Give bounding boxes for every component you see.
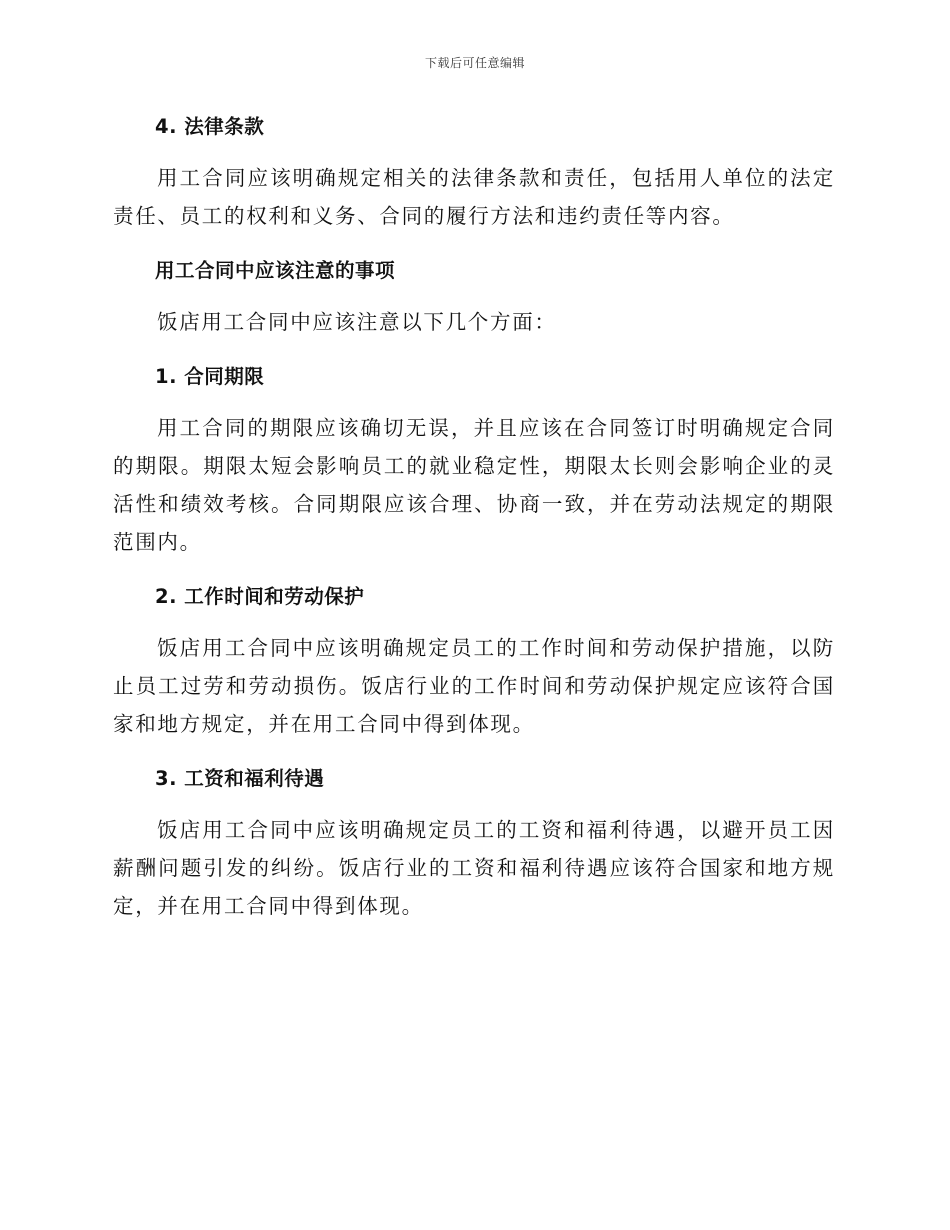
paragraph-legal-terms: 用工合同应该明确规定相关的法律条款和责任，包括用人单位的法定责任、员工的权利和义务、合同的履行方法和违约责任等内容。 xyxy=(113,166,835,228)
paragraph-notes-intro: 饭店用工合同中应该注意以下几个方面： xyxy=(157,310,557,334)
section-heading-notes: 用工合同中应该注意的事项 xyxy=(155,259,396,282)
section-heading-working-hours: 2. 工作时间和劳动保护 xyxy=(155,585,365,608)
paragraph-wages-benefits: 饭店用工合同中应该明确规定员工的工资和福利待遇，以避开员工因薪酬问题引发的纠纷。饭店行业的工资和福利待遇应该符合国家和地方规定，并在用工合同中得到体现。 xyxy=(113,818,835,918)
section-heading-wages-benefits: 3. 工资和福利待遇 xyxy=(155,767,325,790)
paragraph-contract-term: 用工合同的期限应该确切无误，并且应该在合同签订时明确规定合同的期限。期限太短会影响员工的就业稳定性，期限太长则会影响企业的灵活性和绩效考核。合同期限应该合理、协商一致，并在劳动法规定的期限范围内。 xyxy=(113,416,835,554)
header-note: 下载后可任意编辑 xyxy=(424,56,525,70)
section-heading-legal-terms: 4. 法律条款 xyxy=(155,115,265,138)
section-heading-contract-term: 1. 合同期限 xyxy=(155,365,265,388)
paragraph-working-hours: 饭店用工合同中应该明确规定员工的工作时间和劳动保护措施，以防止员工过劳和劳动损伤。饭店行业的工作时间和劳动保护规定应该符合国家和地方规定，并在用工合同中得到体现。 xyxy=(113,636,835,736)
document-body xyxy=(113,112,835,925)
